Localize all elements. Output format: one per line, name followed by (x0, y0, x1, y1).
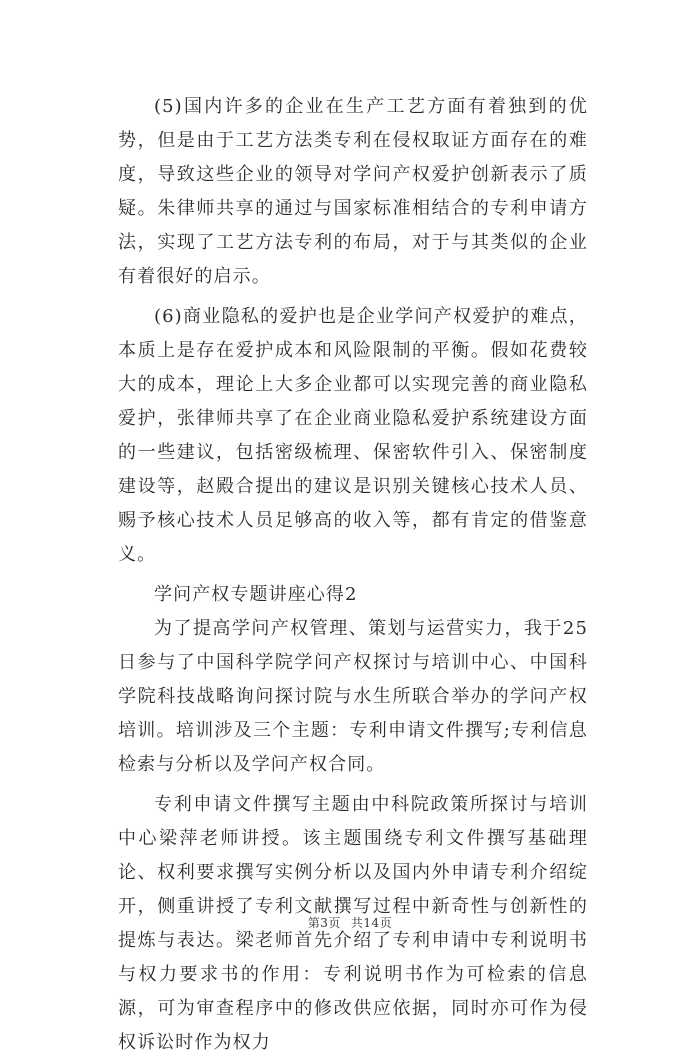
section-heading: 学问产权专题讲座心得2 (154, 584, 358, 605)
paragraph-6: (6)商业隐私的爱护也是企业学问产权爱护的难点，本质上是存在爱护成本和风险限制的平衡。假如花费较大的成本，理论上大多企业都可以实现完善的商业隐私爱护，张律师共享了在企业商业隐私爱护系统建设方面的一些建议，包括密级梳理、保密软件引入、保密制度建设等，赵殿合提出的建议是识别关键核心技术人员、赐予核心技术人员足够高的收入等，都有肯定的借鉴意义。 (118, 306, 588, 565)
paragraph-7: 为了提高学问产权管理、策划与运营实力，我于25日参与了中国科学院学问产权探讨与培训中心、中国科学院科技战略询问探讨院与水生所联合举办的学问产权培训。培训涉及三个主题：专利申请文件撰写;专利信息检索与分析以及学问产权合同。 (118, 618, 588, 775)
page-footer (0, 914, 700, 931)
paragraph-8: 专利申请文件撰写主题由中科院政策所探讨与培训中心梁萍老师讲授。该主题围绕专利文件撰写基础理论、权利要求撰写实例分析以及国内外申请专利介绍绽开，侧重讲授了专利文献撰写过程中新奇性与创新性的提炼与表达。梁老师首先介绍了专利申请中专利说明书与权力要求书的作用：专利说明书作为可检索的信息源，可为审查程序中的修改供应依据，同时亦可作为侵权诉讼时作为权力 (118, 794, 588, 1053)
page-total: 共14页 (350, 916, 393, 930)
page-number: 第3页 (307, 916, 341, 930)
paragraph-5: (5)国内许多的企业在生产工艺方面有着独到的优势，但是由于工艺方法类专利在侵权取证方面存在的难度，导致这些企业的领导对学问产权爱护创新表示了质疑。朱律师共享的通过与国家标准相结合的专利申请方法，实现了工艺方法专利的布局，对于与其类似的企业有着很好的启示。 (118, 96, 588, 287)
